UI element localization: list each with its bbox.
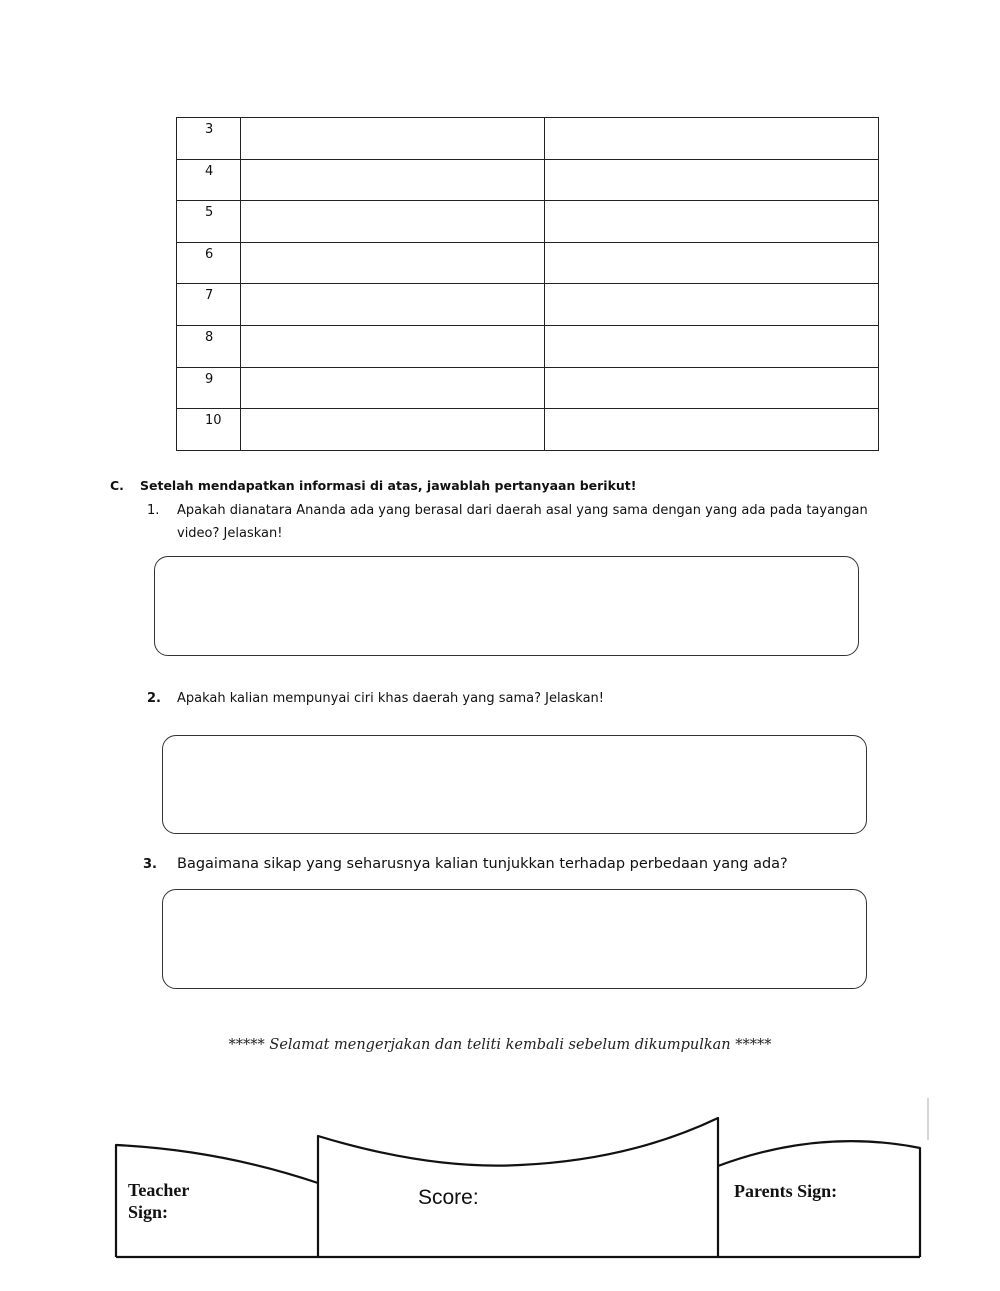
table-cell[interactable] [241,118,545,160]
row-number: 10 [177,409,241,451]
table-cell[interactable] [545,118,879,160]
table-cell[interactable] [545,201,879,243]
table-row [177,367,879,409]
question-number: 2. [147,691,161,706]
question-text: Apakah kalian mempunyai ciri khas daerah yang sama? Jelaskan! [177,691,605,706]
question-1 [147,499,868,545]
parents-sign-label: Parents Sign: [734,1181,838,1201]
teacher-sign-label [128,1179,189,1223]
row-number: 3 [177,118,241,160]
row-number: 8 [177,325,241,367]
table-row [177,284,879,326]
question-3 [143,853,788,876]
table-row [177,325,879,367]
question-2 [147,687,605,710]
row-number: 4 [177,159,241,201]
table-cell[interactable] [545,325,879,367]
table-cell[interactable] [241,367,545,409]
row-number: 6 [177,242,241,284]
question-text: Apakah dianatara Ananda ada yang berasal dari daerah asal yang sama dengan yang ada pada tayangan [177,503,868,518]
table-row [177,159,879,201]
section-title: Setelah mendapatkan informasi di atas, jawablah pertanyaan berikut! [140,478,637,493]
table-cell[interactable] [545,367,879,409]
table-cell[interactable] [241,325,545,367]
question-number: 3. [143,857,157,872]
section-letter: C. [110,478,124,493]
table-cell[interactable] [545,409,879,451]
table-row [177,201,879,243]
table-row [177,409,879,451]
answer-table [176,117,879,451]
closing-message: ***** Selamat mengerjakan dan teliti kembali sebelum dikumpulkan ***** [228,1037,772,1053]
table-cell[interactable] [241,284,545,326]
table-cell[interactable] [241,409,545,451]
table-row [177,118,879,160]
question-number: 1. [147,503,160,518]
row-number: 5 [177,201,241,243]
table-cell[interactable] [545,284,879,326]
teacher-sign-line1: Teacher [128,1180,190,1200]
score-panel-outline [318,1118,718,1257]
row-number: 7 [177,284,241,326]
score-label: Score: [418,1186,479,1209]
table-cell[interactable] [545,242,879,284]
answer-box-1[interactable] [154,556,859,656]
question-text: Bagaimana sikap yang seharusnya kalian tunjukkan terhadap perbedaan yang ada? [177,856,788,872]
table-cell[interactable] [241,159,545,201]
table-cell[interactable] [545,159,879,201]
section-c-heading [110,478,636,493]
table-cell[interactable] [241,201,545,243]
row-number: 9 [177,367,241,409]
answer-box-2[interactable] [162,735,867,834]
teacher-sign-line2: Sign: [128,1202,169,1222]
answer-box-3[interactable] [162,889,867,989]
question-text: video? Jelaskan! [177,526,283,541]
table-cell[interactable] [241,242,545,284]
table-row [177,242,879,284]
